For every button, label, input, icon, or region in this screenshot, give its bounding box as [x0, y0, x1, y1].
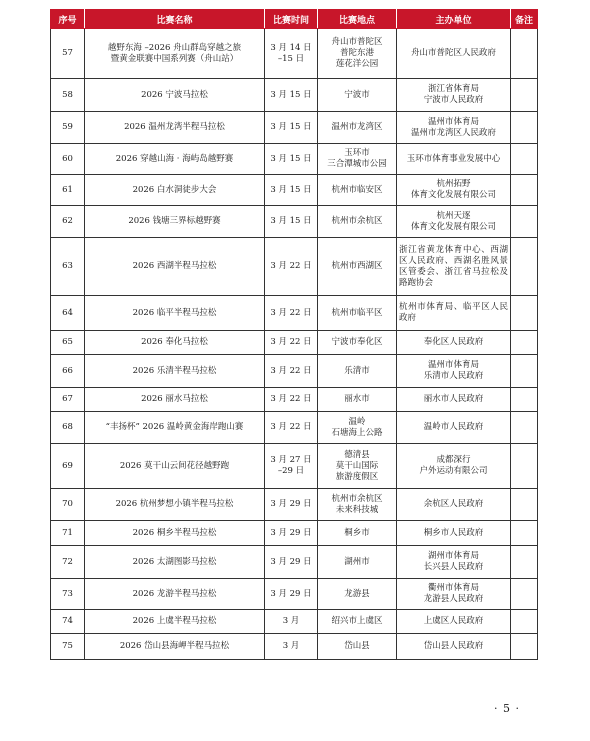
table-row: [51, 206, 538, 238]
cell-seq: 71: [51, 521, 85, 546]
cell-race-place: [318, 144, 397, 175]
org-line: 长兴县人民政府: [423, 562, 484, 572]
table-row: [51, 79, 538, 112]
cell-race-place: [318, 412, 397, 444]
cell-note: [511, 546, 538, 579]
cell-race-name: [85, 355, 265, 388]
header-name: 比赛名称: [85, 10, 265, 29]
org-line: 成都深行: [436, 455, 471, 465]
cell-race-name: [85, 331, 265, 355]
cell-race-place: [318, 579, 397, 610]
name-line: 2026 临平半程马拉松: [132, 307, 217, 318]
cell-race-place: [318, 238, 397, 296]
place-line: 湖州市: [344, 556, 370, 567]
cell-note: [511, 144, 538, 175]
cell-race-time: [265, 112, 318, 144]
org-line: 体育文化发展有限公司: [410, 190, 496, 200]
cell-seq: 68: [51, 412, 85, 444]
time-line: 3 月 15 日: [270, 89, 312, 100]
header-note: 备注: [511, 10, 538, 29]
race-schedule-table: [50, 9, 538, 660]
cell-race-place: [318, 355, 397, 388]
cell-organizer: [397, 579, 511, 610]
cell-race-place: [318, 521, 397, 546]
table-row: [51, 238, 538, 296]
cell-race-name: [85, 610, 265, 634]
page-number: · 5 ·: [494, 702, 520, 715]
cell-note: [511, 444, 538, 489]
org-line: 温岭市人民政府: [423, 422, 484, 432]
org-line: 桐乡市人民政府: [423, 527, 484, 538]
cell-organizer: [397, 610, 511, 634]
cell-organizer: [397, 634, 511, 660]
header-time: 比赛时间: [265, 10, 318, 29]
cell-organizer: [397, 296, 511, 331]
cell-race-name: [85, 79, 265, 112]
cell-race-time: [265, 521, 318, 546]
table-row: [51, 29, 538, 79]
cell-race-place: [318, 489, 397, 521]
place-line: 岱山县: [344, 641, 370, 651]
time-line: 3 月: [282, 641, 300, 651]
name-line: 2026 穿越山海 · 海屿岛越野赛: [115, 153, 234, 164]
cell-seq: 69: [51, 444, 85, 489]
org-line: 浙江省体育局: [427, 84, 479, 94]
table-row: [51, 412, 538, 444]
table-row: [51, 444, 538, 489]
cell-seq: 67: [51, 388, 85, 412]
cell-race-name: [85, 29, 265, 79]
name-line: 2026 太湖图影马拉松: [132, 556, 217, 567]
table-row: [51, 296, 538, 331]
time-line: 3 月 15 日: [270, 184, 312, 195]
table-row: [51, 388, 538, 412]
org-line: 上虞区人民政府: [423, 616, 484, 626]
place-line: 三合潭城市公园: [327, 159, 387, 169]
time-line: 3 月 22 日: [270, 261, 312, 271]
org-line: 岱山县人民政府: [423, 641, 484, 651]
cell-race-place: [318, 634, 397, 660]
cell-race-time: [265, 296, 318, 331]
cell-race-time: [265, 634, 318, 660]
cell-race-name: [85, 206, 265, 238]
time-line: 3 月 27 日: [270, 455, 312, 465]
org-line: 体育文化发展有限公司: [410, 221, 496, 232]
name-line: 越野东海 –2026 舟山群岛穿越之旅: [107, 42, 242, 53]
place-line: 温岭: [348, 416, 366, 427]
cell-note: [511, 296, 538, 331]
cell-organizer: [397, 238, 511, 296]
cell-race-place: [318, 29, 397, 79]
name-line: 2026 奉化马拉松: [141, 337, 208, 347]
place-line: 石塘海上公路: [331, 427, 383, 438]
name-line: 2026 莫干山云间花径越野跑: [119, 460, 230, 471]
cell-note: [511, 489, 538, 521]
place-line: 桐乡市: [344, 527, 370, 538]
time-line: 3 月 15 日: [270, 216, 312, 226]
cell-race-time: [265, 579, 318, 610]
cell-race-time: [265, 355, 318, 388]
org-line: 温州市龙湾区人民政府: [410, 127, 496, 138]
cell-race-name: [85, 634, 265, 660]
time-line: 3 月 15 日: [270, 153, 312, 164]
place-line: 杭州市临安区: [331, 184, 383, 195]
name-line: 2026 杭州梦想小镇半程马拉松: [115, 499, 234, 509]
cell-race-name: [85, 521, 265, 546]
cell-seq: 72: [51, 546, 85, 579]
cell-note: [511, 634, 538, 660]
org-line: 宁波市人民政府: [423, 95, 484, 105]
cell-organizer: [397, 206, 511, 238]
cell-race-name: [85, 238, 265, 296]
name-line: 2026 岱山县海岬半程马拉松: [119, 641, 230, 651]
cell-note: [511, 206, 538, 238]
cell-seq: 61: [51, 175, 85, 206]
time-line: 3 月 22 日: [270, 422, 312, 432]
cell-organizer: [397, 489, 511, 521]
name-line: “丰扬杯” 2026 温岭黄金海岸跑山赛: [105, 422, 244, 432]
time-line: 3 月 22 日: [270, 365, 312, 376]
cell-organizer: [397, 175, 511, 206]
cell-race-time: [265, 546, 318, 579]
place-line: 莲花洋公园: [335, 59, 379, 69]
cell-seq: 73: [51, 579, 85, 610]
table-row: [51, 144, 538, 175]
cell-note: [511, 521, 538, 546]
cell-organizer: [397, 412, 511, 444]
table-row: [51, 112, 538, 144]
place-line: 旅游度假区: [335, 471, 379, 482]
org-line: 浙江省黄龙体育中心、西湖区人民政府、西湖名胜风景区管委会、浙江省马拉松及路跑协会: [399, 244, 508, 288]
cell-seq: 64: [51, 296, 85, 331]
cell-organizer: [397, 331, 511, 355]
time-line: 3 月 29 日: [270, 556, 312, 567]
place-line: 温州市龙湾区: [331, 122, 383, 132]
org-line: 湖州市体育局: [427, 551, 479, 561]
org-line: 温州市体育局: [427, 116, 479, 127]
cell-note: [511, 175, 538, 206]
place-line: 莫干山国际: [335, 460, 379, 471]
cell-organizer: [397, 112, 511, 144]
cell-note: [511, 238, 538, 296]
cell-race-name: [85, 579, 265, 610]
org-line: 奉化区人民政府: [423, 337, 484, 347]
cell-race-place: [318, 546, 397, 579]
place-line: 绍兴市上虞区: [331, 616, 383, 626]
table-row: [51, 355, 538, 388]
org-line: 余杭区人民政府: [423, 499, 484, 509]
org-line: 户外运动有限公司: [419, 466, 488, 476]
table-header-row: [51, 10, 538, 29]
cell-race-place: [318, 388, 397, 412]
cell-organizer: [397, 521, 511, 546]
org-line: 杭州天逐: [436, 210, 471, 221]
cell-note: [511, 412, 538, 444]
name-line: 2026 丽水马拉松: [141, 394, 208, 404]
cell-organizer: [397, 355, 511, 388]
place-line: 玉环市: [344, 148, 370, 158]
cell-race-name: [85, 489, 265, 521]
cell-race-place: [318, 206, 397, 238]
place-line: 丽水市: [344, 394, 370, 404]
cell-seq: 57: [51, 29, 85, 79]
name-line: 2026 宁波马拉松: [141, 89, 208, 100]
org-line: 温州市体育局: [427, 360, 479, 370]
cell-race-time: [265, 144, 318, 175]
cell-seq: 60: [51, 144, 85, 175]
cell-race-place: [318, 444, 397, 489]
time-line: 3 月 14 日: [270, 42, 312, 53]
cell-note: [511, 112, 538, 144]
table-row: [51, 546, 538, 579]
cell-race-name: [85, 175, 265, 206]
cell-race-time: [265, 238, 318, 296]
time-line: 3 月 15 日: [270, 122, 312, 132]
cell-race-place: [318, 296, 397, 331]
cell-race-place: [318, 331, 397, 355]
cell-seq: 70: [51, 489, 85, 521]
time-line: 3 月 22 日: [270, 307, 312, 318]
org-line: 杭州市体育局、临平区人民政府: [399, 302, 508, 323]
cell-organizer: [397, 388, 511, 412]
table-body: [51, 29, 538, 660]
cell-note: [511, 29, 538, 79]
cell-race-time: [265, 444, 318, 489]
name-line: 2026 乐清半程马拉松: [132, 365, 217, 376]
cell-seq: 75: [51, 634, 85, 660]
cell-note: [511, 331, 538, 355]
cell-race-name: [85, 296, 265, 331]
place-line: 未来科技城: [335, 504, 379, 515]
place-line: 舟山市普陀区: [331, 37, 383, 47]
cell-seq: 65: [51, 331, 85, 355]
cell-race-time: [265, 79, 318, 112]
cell-note: [511, 579, 538, 610]
name-line: 2026 白水洞徒步大会: [132, 184, 217, 195]
cell-race-time: [265, 331, 318, 355]
place-line: 龙游县: [344, 588, 370, 599]
table-row: [51, 521, 538, 546]
time-line: –15 日: [277, 53, 305, 64]
table-row: [51, 175, 538, 206]
time-line: 3 月: [282, 616, 300, 626]
cell-race-name: [85, 112, 265, 144]
cell-race-time: [265, 206, 318, 238]
name-line: 2026 温州龙湾半程马拉松: [124, 122, 225, 132]
cell-seq: 63: [51, 238, 85, 296]
cell-seq: 59: [51, 112, 85, 144]
cell-organizer: [397, 29, 511, 79]
time-line: 3 月 22 日: [270, 394, 312, 404]
cell-seq: 62: [51, 206, 85, 238]
cell-race-name: [85, 412, 265, 444]
org-line: 杭州拓野: [436, 179, 471, 189]
place-line: 杭州市临平区: [331, 307, 383, 318]
cell-race-name: [85, 144, 265, 175]
cell-race-place: [318, 610, 397, 634]
cell-race-time: [265, 412, 318, 444]
place-line: 杭州市西湖区: [331, 261, 383, 271]
time-line: –29 日: [277, 466, 305, 476]
cell-race-time: [265, 175, 318, 206]
header-place: 比赛地点: [318, 10, 397, 29]
cell-race-name: [85, 546, 265, 579]
time-line: 3 月 29 日: [270, 588, 312, 599]
org-line: 玉环市体育事业发展中心: [406, 153, 501, 164]
cell-note: [511, 355, 538, 388]
time-line: 3 月 29 日: [270, 527, 312, 538]
table-row: [51, 489, 538, 521]
cell-organizer: [397, 144, 511, 175]
cell-race-place: [318, 79, 397, 112]
cell-seq: 66: [51, 355, 85, 388]
name-line: 2026 桐乡半程马拉松: [132, 527, 217, 538]
place-line: 乐清市: [344, 365, 370, 376]
table-row: [51, 634, 538, 660]
cell-organizer: [397, 79, 511, 112]
cell-race-name: [85, 444, 265, 489]
cell-note: [511, 388, 538, 412]
place-line: 普陀东港: [339, 48, 374, 58]
cell-seq: 58: [51, 79, 85, 112]
time-line: 3 月 22 日: [270, 337, 312, 347]
cell-race-place: [318, 175, 397, 206]
cell-race-place: [318, 112, 397, 144]
header-organizer: 主办单位: [397, 10, 511, 29]
org-line: 舟山市普陀区人民政府: [410, 48, 496, 58]
cell-race-name: [85, 388, 265, 412]
table-row: [51, 610, 538, 634]
org-line: 乐清市人民政府: [423, 371, 484, 381]
cell-race-time: [265, 388, 318, 412]
cell-organizer: [397, 546, 511, 579]
table-row: [51, 331, 538, 355]
cell-race-time: [265, 489, 318, 521]
cell-race-time: [265, 610, 318, 634]
cell-organizer: [397, 444, 511, 489]
cell-note: [511, 79, 538, 112]
name-line: 暨黄金联赛中国系列赛（舟山站）: [110, 53, 239, 64]
place-line: 宁波市奉化区: [331, 337, 383, 347]
cell-note: [511, 610, 538, 634]
place-line: 德清县: [344, 449, 370, 460]
cell-race-time: [265, 29, 318, 79]
header-seq: 序号: [51, 10, 85, 29]
org-line: 龙游县人民政府: [423, 594, 484, 604]
name-line: 2026 钱塘三界标越野赛: [128, 216, 221, 226]
name-line: 2026 龙游半程马拉松: [132, 588, 217, 599]
cell-seq: 74: [51, 610, 85, 634]
place-line: 宁波市: [344, 89, 370, 100]
table-row: [51, 579, 538, 610]
place-line: 杭州市余杭区: [331, 493, 383, 504]
name-line: 2026 上虞半程马拉松: [132, 616, 217, 626]
org-line: 衢州市体育局: [427, 583, 479, 593]
place-line: 杭州市余杭区: [331, 216, 383, 226]
name-line: 2026 西湖半程马拉松: [132, 261, 217, 271]
org-line: 丽水市人民政府: [423, 394, 484, 404]
time-line: 3 月 29 日: [270, 499, 312, 509]
